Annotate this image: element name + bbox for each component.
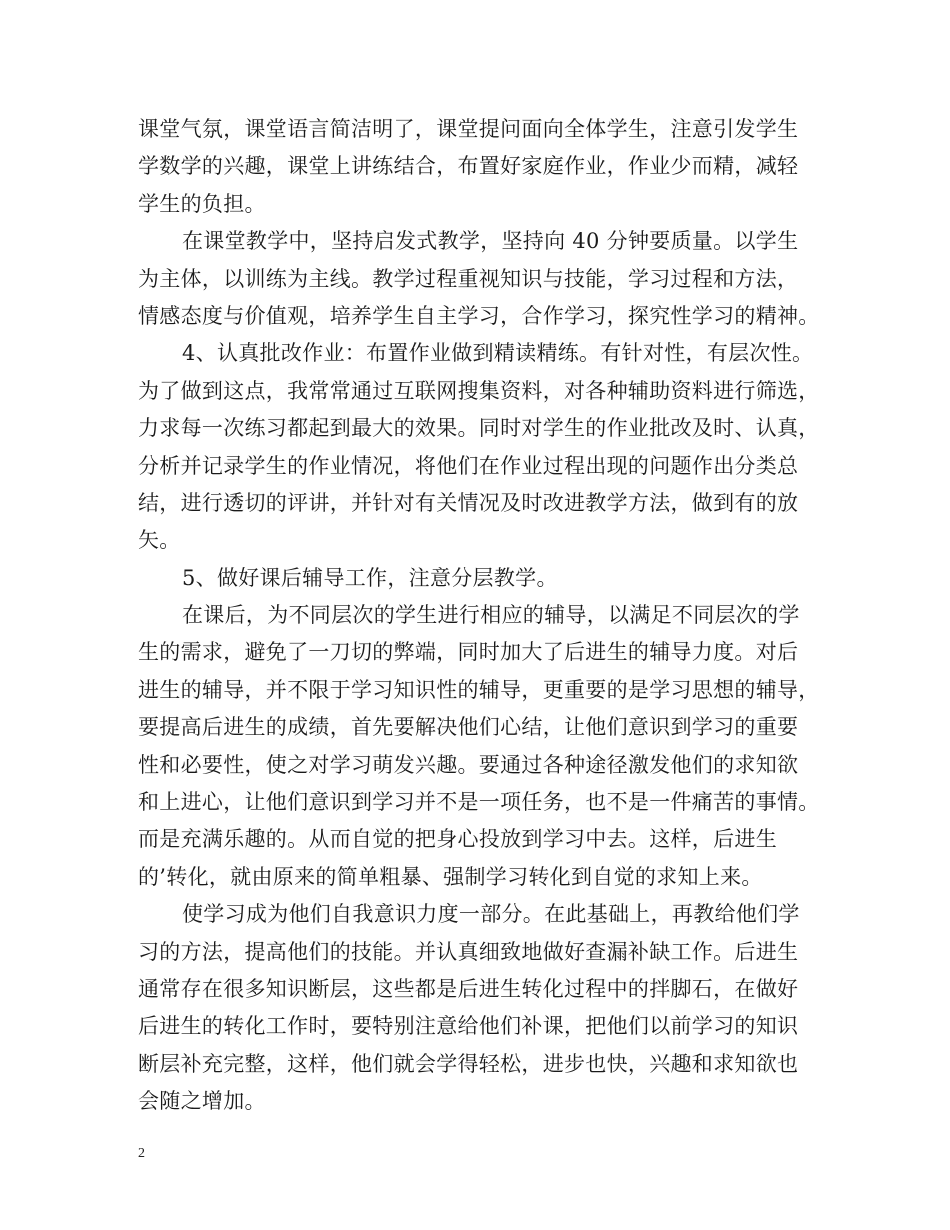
text-line: 学数学的兴趣，课堂上讲练结合，布置好家庭作业，作业少而精，减轻 (138, 154, 799, 179)
text-line: 习的方法，提高他们的技能。并认真细致地做好查漏补缺工作。后进生 (138, 939, 799, 964)
text-line: 性和必要性，使之对学习萌发兴趣。要通过各种途径激发他们的求知欲 (138, 752, 799, 777)
text-line: 会随之增加。 (138, 1089, 266, 1114)
page-number: 2 (138, 1146, 145, 1161)
paragraph-first-line: 在课后，为不同层次的学生进行相应的辅导，以满足不同层次的学 (182, 603, 800, 628)
text-line: 矢。 (138, 528, 181, 553)
text-line: 情感态度与价值观，培养学生自主学习，合作学习，探究性学习的精神。 (138, 303, 820, 328)
text-line: 而是充满乐趣的。从而自觉的把身心投放到学习中去。这样，后进生 (138, 827, 777, 852)
text-line: 的’转化，就由原来的简单粗暴、强制学习转化到自觉的求知上来。 (138, 864, 763, 889)
text-line: 分析并记录学生的作业情况，将他们在作业过程出现的问题作出分类总 (138, 453, 799, 478)
text-line: 进生的辅导，并不限于学习知识性的辅导，更重要的是学习思想的辅导， (138, 677, 820, 702)
text-line: 学生的负担。 (138, 191, 266, 216)
paragraph-first-line: 使学习成为他们自我意识力度一部分。在此基础上，再教给他们学 (182, 902, 800, 927)
text-line: 生的需求，避免了一刀切的弊端，同时加大了后进生的辅导力度。对后 (138, 640, 799, 665)
text-line: 力求每一次练习都起到最大的效果。同时对学生的作业批改及时、认真， (138, 416, 820, 441)
paragraph-first-line: 5、做好课后辅导工作，注意分层教学。 (182, 565, 558, 590)
text-line: 课堂气氛，课堂语言简洁明了，课堂提问面向全体学生，注意引发学生 (138, 117, 799, 141)
text-line: 断层补充完整，这样，他们就会学得轻松，进步也快，兴趣和求知欲也 (138, 1051, 799, 1076)
document-body (138, 111, 828, 1121)
paragraph-first-line: 4、认真批改作业：布置作业做到精读精练。有针对性，有层次性。 (182, 341, 814, 366)
text-line: 后进生的转化工作时，要特别注意给他们补课，把他们以前学习的知识 (138, 1014, 799, 1039)
text-line: 为了做到这点，我常常通过互联网搜集资料，对各种辅助资料进行筛选， (138, 378, 820, 403)
text-line: 通常存在很多知识断层，这些都是后进生转化过程中的拌脚石，在做好 (138, 976, 799, 1001)
paragraph-first-line: 在课堂教学中，坚持启发式教学，坚持向 40 分钟要质量。以学生 (182, 229, 799, 254)
text-line: 结，进行透切的评讲，并针对有关情况及时改进教学方法，做到有的放 (138, 490, 799, 515)
text-line: 为主体，以训练为主线。教学过程重视知识与技能，学习过程和方法， (138, 266, 799, 291)
text-line: 要提高后进生的成绩，首先要解决他们心结，让他们意识到学习的重要 (138, 715, 799, 740)
text-line: 和上进心，让他们意识到学习并不是一项任务，也不是一件痛苦的事情。 (138, 790, 820, 815)
